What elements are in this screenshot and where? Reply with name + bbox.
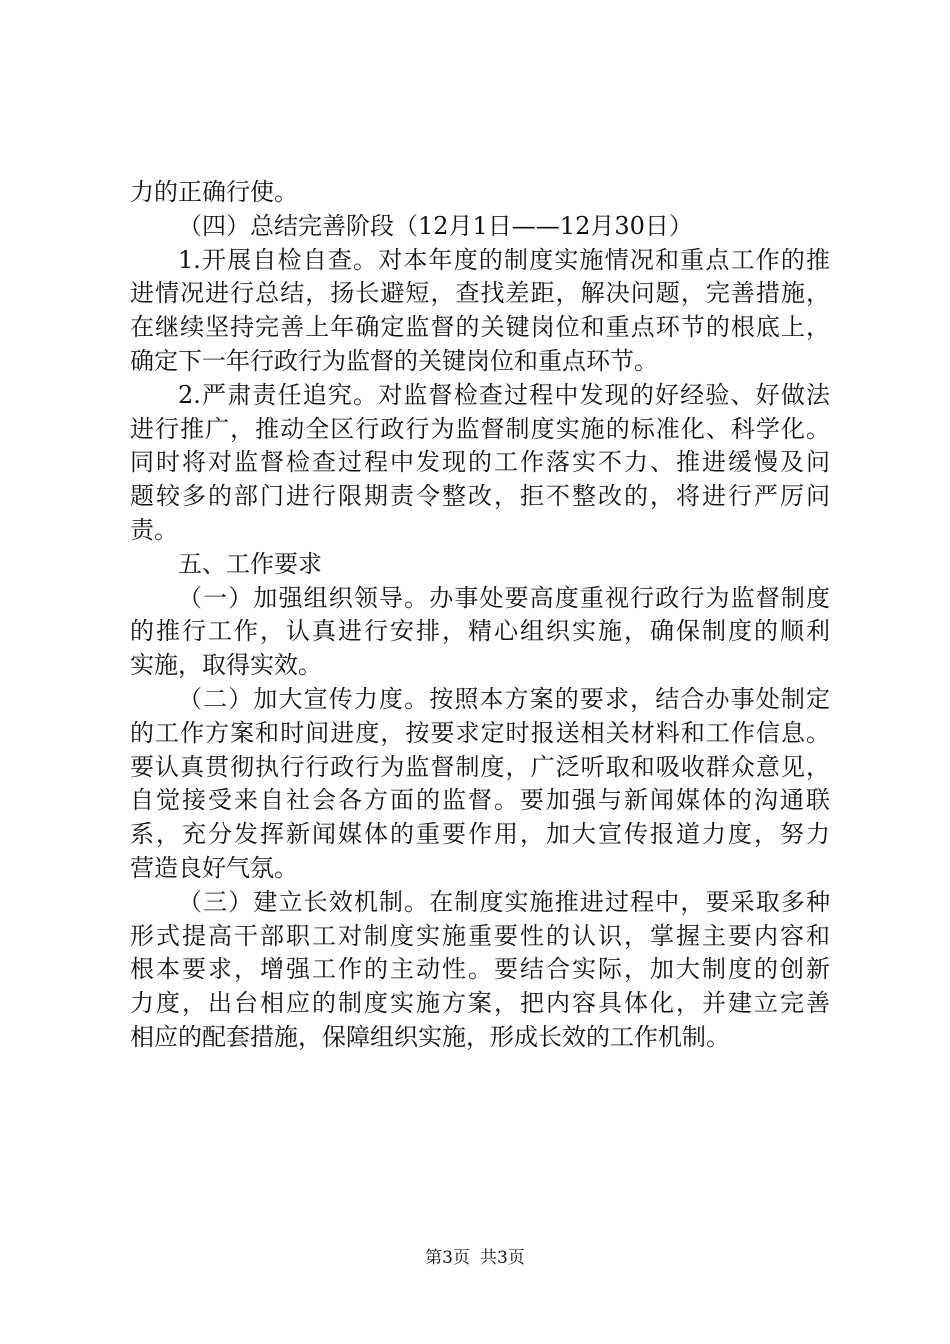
text-line: 营造良好气氛。	[130, 853, 298, 882]
page-number: 第3页	[425, 1248, 470, 1268]
text-line: （三）建立长效机制。在制度实施推进过程中，要采取多种	[178, 887, 830, 916]
text-line: 进行推广，推动全区行政行为监督制度实施的标准化、科学化。	[130, 414, 830, 443]
text-line: 在继续坚持完善上年确定监督的关键岗位和重点环节的根底上，	[130, 313, 830, 342]
page-footer	[0, 1246, 950, 1270]
text-line: 根本要求，增强工作的主动性。要结合实际，加大制度的创新	[130, 955, 830, 984]
text-line: （一）加强组织领导。办事处要高度重视行政行为监督制度	[178, 583, 830, 612]
text-line: 实施，取得实效。	[130, 651, 322, 680]
text-line: 相应的配套措施，保障组织实施，形成长效的工作机制。	[130, 1022, 730, 1051]
text-line: 确定下一年行政行为监督的关键岗位和重点环节。	[130, 346, 658, 375]
text-line: 形式提高干部职工对制度实施重要性的认识，掌握主要内容和	[130, 921, 830, 950]
text-line: 进情况进行总结，扬长避短，查找差距，解决问题，完善措施，	[130, 279, 830, 308]
text-line: 的工作方案和时间进度，按要求定时报送相关材料和工作信息。	[130, 718, 830, 747]
text-line: 自觉接受来自社会各方面的监督。要加强与新闻媒体的沟通联	[130, 786, 830, 815]
text-line: 要认真贯彻执行行政行为监督制度，广泛听取和吸收群众意见，	[130, 752, 830, 781]
text-line: 同时将对监督检查过程中发现的工作落实不力、推进缓慢及问	[130, 448, 830, 477]
text-line: 1.开展自检自查。对本年度的制度实施情况和重点工作的推	[178, 245, 830, 274]
document-body	[130, 176, 830, 1055]
text-line: 2.严肃责任追究。对监督检查过程中发现的好经验、好做法	[178, 380, 830, 409]
text-line: （二）加大宣传力度。按照本方案的要求，结合办事处制定	[178, 684, 830, 713]
text-line: 系，充分发挥新闻媒体的重要作用，加大宣传报道力度，努力	[130, 820, 830, 849]
text-line: 力度，出台相应的制度实施方案，把内容具体化，并建立完善	[130, 989, 830, 1018]
text-line: 五、工作要求	[178, 549, 322, 578]
page-total: 共3页	[480, 1248, 525, 1268]
text-line: 责。	[130, 515, 178, 544]
text-line: 题较多的部门进行限期责令整改，拒不整改的，将进行严厉问	[130, 482, 830, 511]
text-line: 的推行工作，认真进行安排，精心组织实施，确保制度的顺利	[130, 617, 830, 646]
text-line: 力的正确行使。	[130, 178, 298, 206]
text-line: （四）总结完善阶段（12月1日——12月30日）	[178, 211, 693, 240]
